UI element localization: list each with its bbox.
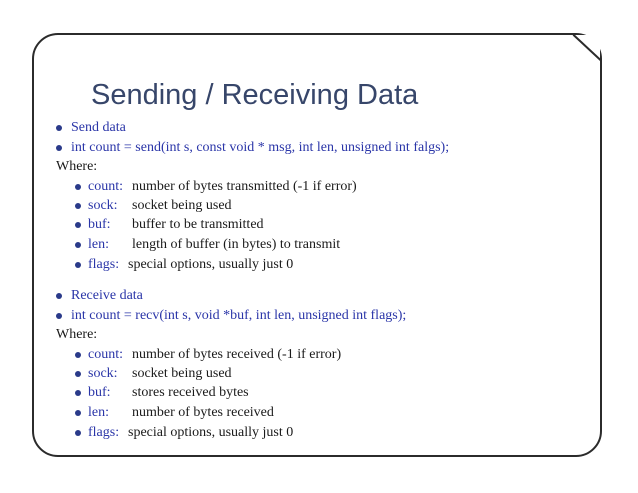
param-desc: length of buffer (in bytes) to transmit	[132, 237, 341, 252]
param-desc: number of bytes received	[132, 405, 274, 420]
param-name: flags:	[88, 257, 120, 272]
param-desc: stores received bytes	[132, 385, 249, 400]
param-name: len:	[88, 405, 109, 420]
send-param-buf	[88, 216, 264, 234]
recv-where-label: Where:	[56, 327, 98, 342]
param-desc: socket being used	[132, 366, 232, 381]
send-call-signature: int count = send(int s, const void * msg, int len, unsigned int falgs);	[71, 140, 450, 155]
param-name: len:	[88, 237, 109, 252]
param-desc: socket being used	[132, 198, 232, 213]
bullet-icon	[56, 293, 62, 299]
param-desc: buffer to be transmitted	[132, 217, 264, 232]
bullet-icon	[75, 410, 81, 416]
bullet-icon	[75, 262, 81, 268]
param-desc: number of bytes transmitted (-1 if error)	[132, 179, 357, 194]
send-where-label: Where:	[56, 159, 98, 174]
bullet-icon	[75, 371, 81, 377]
send-param-len	[88, 236, 340, 254]
recv-param-buf	[88, 384, 249, 402]
param-desc: special options, usually just 0	[128, 425, 294, 440]
recv-param-count	[88, 346, 341, 364]
recv-param-len	[88, 404, 274, 422]
bullet-icon	[75, 184, 81, 190]
slide-title: Sending / Receiving Data	[91, 79, 419, 111]
param-name: sock:	[88, 198, 118, 213]
recv-call-signature: int count = recv(int s, void *buf, int len, unsigned int flags);	[71, 308, 407, 323]
param-desc: special options, usually just 0	[128, 257, 294, 272]
bullet-icon	[75, 203, 81, 209]
bullet-icon	[75, 222, 81, 228]
bullet-icon	[75, 352, 81, 358]
bullet-icon	[56, 145, 62, 151]
send-param-count	[88, 178, 357, 196]
param-name: buf:	[88, 217, 111, 232]
recv-heading: Receive data	[71, 288, 143, 303]
send-param-sock	[88, 197, 232, 215]
param-desc: number of bytes received (-1 if error)	[132, 347, 342, 362]
bullet-icon	[56, 125, 62, 131]
recv-param-flags	[88, 424, 293, 442]
recv-param-sock	[88, 365, 232, 383]
param-name: count:	[88, 347, 123, 362]
bullet-icon	[75, 430, 81, 436]
send-param-flags	[88, 256, 293, 274]
param-name: sock:	[88, 366, 118, 381]
param-name: buf:	[88, 385, 111, 400]
bullet-icon	[75, 242, 81, 248]
send-heading: Send data	[71, 120, 126, 135]
param-name: count:	[88, 179, 123, 194]
bullet-icon	[56, 313, 62, 319]
param-name: flags:	[88, 425, 120, 440]
bullet-icon	[75, 390, 81, 396]
